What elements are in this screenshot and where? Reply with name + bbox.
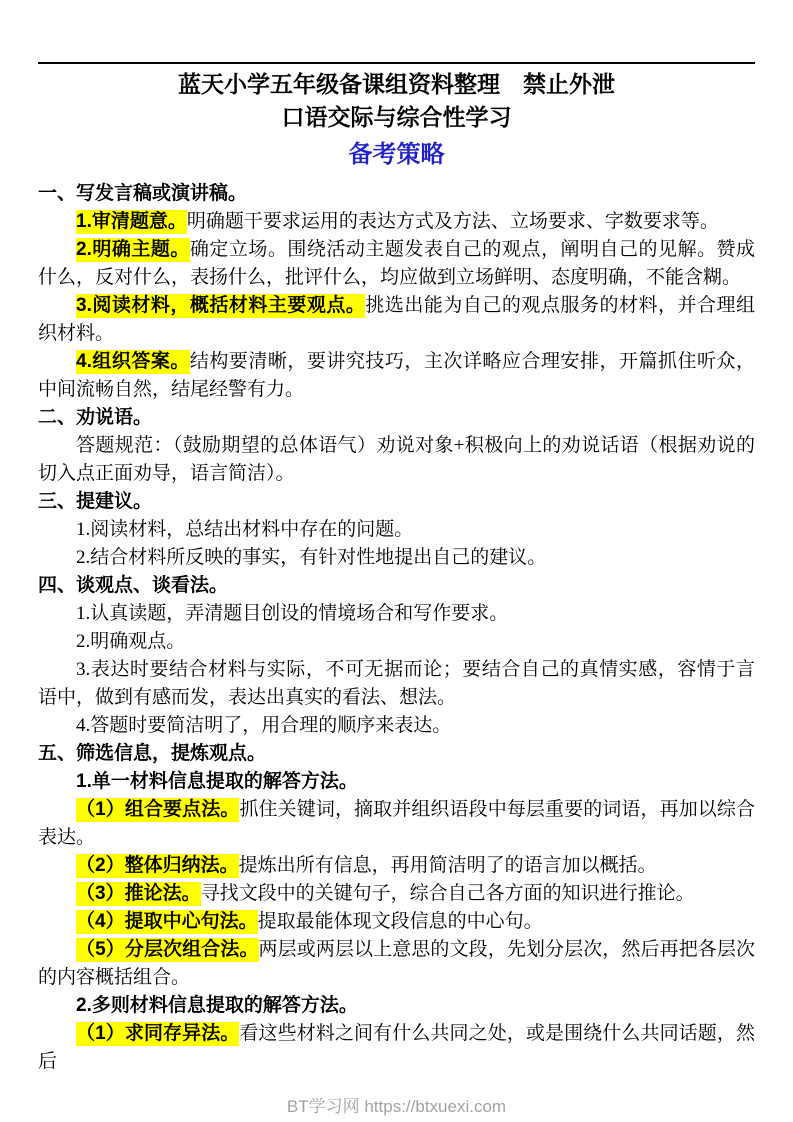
highlighted-run: 3.阅读材料，概括材料主要观点。 — [76, 295, 366, 316]
paragraph — [38, 796, 755, 852]
text-run: 结构要清晰，要讲究技巧，主次详略应合理安排，开篇抓住听众，中间流畅自然，结尾经警有力。 — [38, 351, 755, 400]
highlighted-run: 2.明确主题。 — [76, 239, 190, 260]
paragraph — [38, 516, 755, 544]
paragraph — [38, 236, 755, 292]
watermark-footer: BT学习网 https://btxuexi.com — [286, 1097, 507, 1116]
text-run: 确定立场。围绕活动主题发表自己的观点，阐明自己的见解。赞成什么，反对什么，表扬什么，批评什么，均应做到立场鲜明、态度明确，不能含糊。 — [38, 239, 755, 288]
text-run: 看这些材料之间有什么共同之处，或是围绕什么共同话题，然后 — [38, 1023, 755, 1072]
text-run: 寻找文段中的关键句子，综合自己各方面的知识进行推论。 — [200, 883, 695, 904]
text-run: 四、谈观点、谈看法。 — [38, 575, 229, 596]
highlighted-run: 4.组织答案。 — [76, 351, 190, 372]
paragraph — [38, 348, 755, 404]
text-run: 三、提建议。 — [38, 491, 153, 512]
paragraph — [38, 1020, 755, 1076]
header-rule — [38, 62, 755, 64]
document-title-line2: 口语交际与综合性学习 — [281, 104, 512, 130]
text-run: 明确题干要求运用的表达方式及方法、立场要求、字数要求等。 — [186, 211, 719, 232]
text-run: 1.阅读材料，总结出材料中存在的问题。 — [76, 519, 414, 540]
paragraph — [38, 432, 755, 488]
text-run: 提炼出所有信息，再用简洁明了的语言加以概括。 — [238, 855, 657, 876]
document-title-line1: 蓝天小学五年级备课组资料整理 禁止外泄 — [178, 71, 615, 97]
paragraph — [38, 992, 755, 1020]
section-heading — [38, 740, 755, 768]
highlighted-run: （1）组合要点法。 — [76, 799, 240, 820]
paragraph — [38, 292, 755, 348]
document-body — [38, 180, 755, 1076]
highlighted-run: （1）求同存异法。 — [76, 1023, 240, 1044]
blue-section-title: 备考策略 — [348, 141, 445, 168]
text-run: 五、筛选信息，提炼观点。 — [38, 743, 267, 764]
text-run: 2.结合材料所反映的事实，有针对性地提出自己的建议。 — [76, 547, 547, 568]
text-run: 一、写发言稿或演讲稿。 — [38, 183, 248, 204]
highlighted-run: （3）推论法。 — [76, 883, 201, 904]
paragraph — [38, 880, 755, 908]
paragraph — [38, 628, 755, 656]
text-run: 答题规范：（鼓励期望的总体语气）劝说对象+积极向上的劝说话语（根据劝说的切入点正面劝导，语言简洁）。 — [38, 435, 755, 484]
text-run: 挑选出能为自己的观点服务的材料，并合理组织材料。 — [38, 295, 755, 344]
document-header — [38, 68, 755, 176]
text-run: 二、劝说语。 — [38, 407, 153, 428]
highlighted-run: （4）提取中心句法。 — [76, 911, 258, 932]
text-run: 提取最能体现文段信息的中心句。 — [257, 911, 543, 932]
bold-run: 1.单一材料信息提取的解答方法。 — [76, 771, 358, 792]
text-run: 2.明确观点。 — [76, 631, 186, 652]
paragraph — [38, 656, 755, 712]
paragraph — [38, 768, 755, 796]
text-run: 两层或两层以上意思的文段，先划分层次，然后再把各层次的内容概括组合。 — [38, 939, 755, 988]
paragraph — [38, 544, 755, 572]
text-run: 1.认真读题，弄清题目创设的情境场合和写作要求。 — [76, 603, 509, 624]
paragraph — [38, 852, 755, 880]
section-heading — [38, 180, 755, 208]
section-heading — [38, 572, 755, 600]
highlighted-run: （5）分层次组合法。 — [76, 939, 259, 960]
section-heading — [38, 488, 755, 516]
text-run: 4.答题时要简洁明了，用合理的顺序来表达。 — [76, 715, 452, 736]
highlighted-run: （2）整体归纳法。 — [76, 855, 239, 876]
text-run: 3.表达时要结合材料与实际，不可无据而论；要结合自己的真情实感，容情于言语中，做到有感而发，表达出真实的看法、想法。 — [38, 659, 755, 708]
highlighted-run: 1.审清题意。 — [76, 211, 187, 232]
paragraph — [38, 908, 755, 936]
paragraph — [38, 600, 755, 628]
section-heading — [38, 404, 755, 432]
text-run: 抓住关键词，摘取并组织语段中每层重要的词语，再加以综合表达。 — [38, 799, 755, 848]
paragraph — [38, 936, 755, 992]
paragraph — [38, 712, 755, 740]
paragraph — [38, 208, 755, 236]
bold-run: 2.多则材料信息提取的解答方法。 — [76, 995, 358, 1016]
